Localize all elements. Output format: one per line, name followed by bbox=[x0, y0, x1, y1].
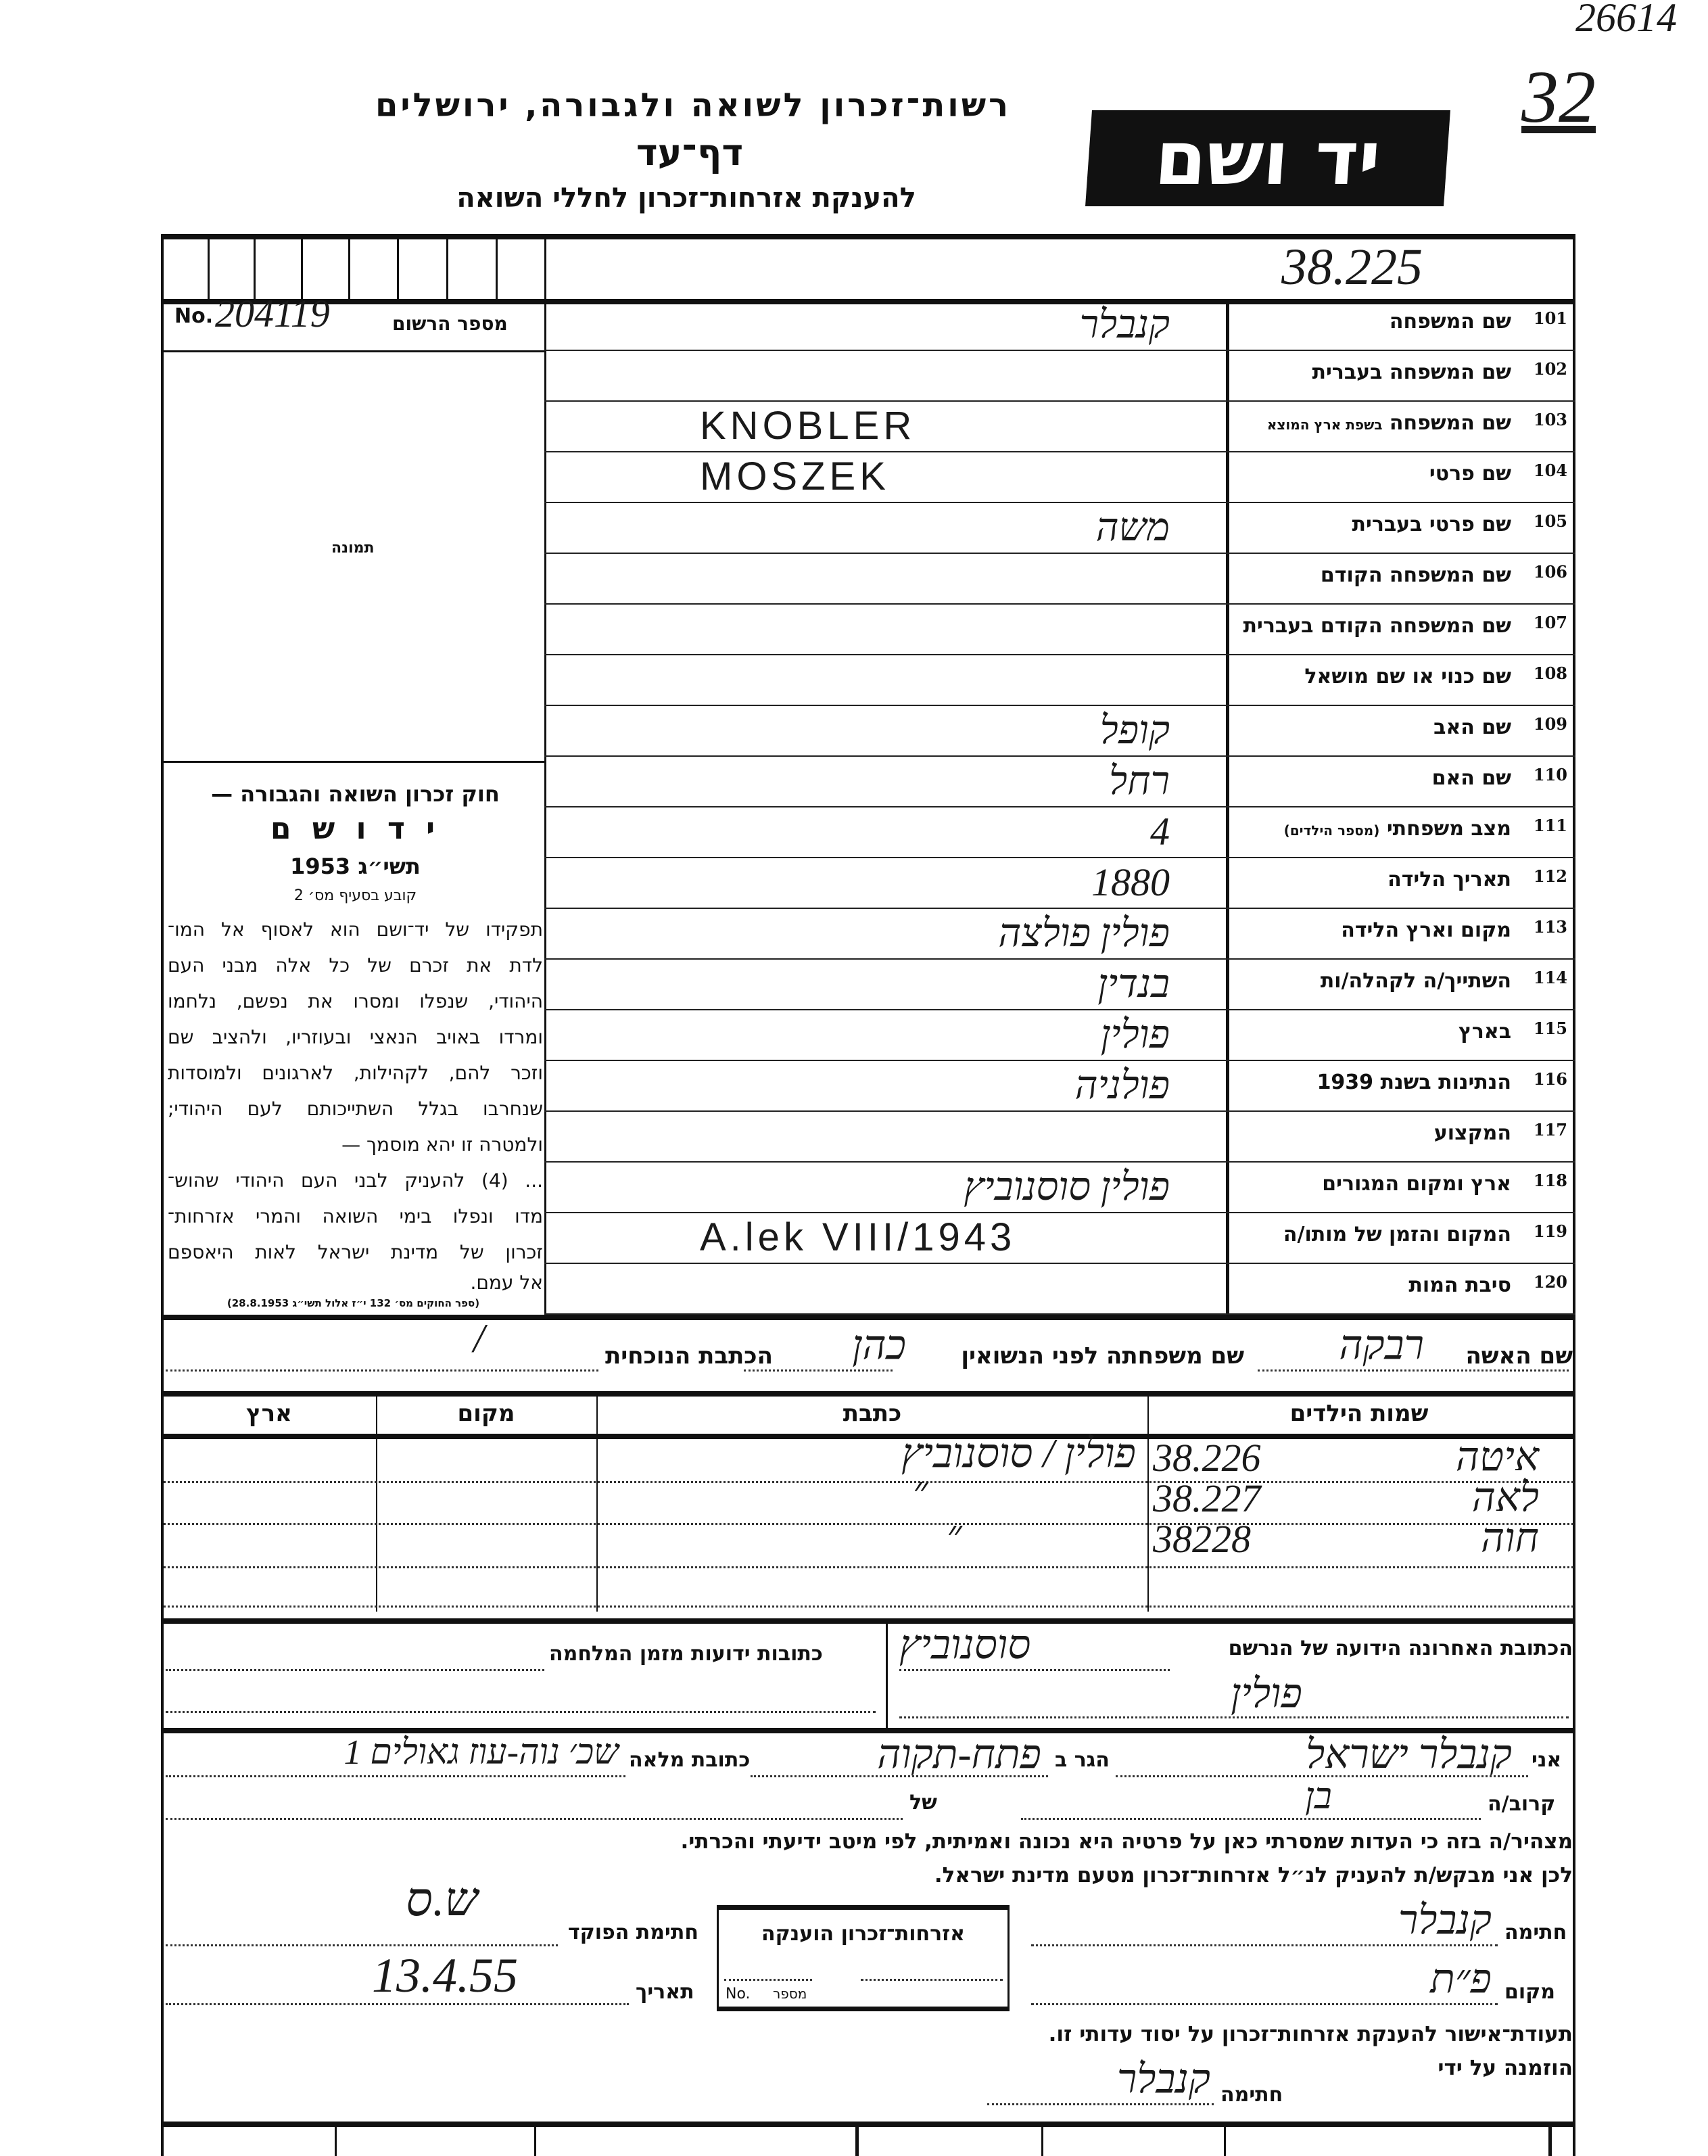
dotted-line bbox=[1258, 1369, 1569, 1372]
field-number: 104 bbox=[1533, 461, 1567, 480]
law-year: תשי״ג 1953 bbox=[290, 853, 421, 879]
dotted-line bbox=[164, 1481, 1573, 1483]
field-number: 120 bbox=[1533, 1272, 1567, 1292]
dotted-line bbox=[1031, 1944, 1498, 1946]
registration-no-label: No. bbox=[174, 304, 214, 328]
field-label: שם המשפחה הקודם בעברית bbox=[1243, 614, 1511, 638]
officer-signature-label: חתימת הפוקד bbox=[568, 1921, 698, 1944]
witness-name: קנבלר ישראל bbox=[1306, 1732, 1512, 1777]
column-divider bbox=[376, 1393, 377, 1612]
law-line: ומרדו באויב הנאצי ובעוזריו, ולהציב שם bbox=[168, 1026, 543, 1048]
field-label: סיבת המות bbox=[1408, 1273, 1511, 1297]
certificate-signature-label: חתימה bbox=[1220, 2083, 1283, 2107]
field-value: קופל bbox=[1099, 708, 1170, 752]
field-row-110 bbox=[544, 757, 1575, 807]
field-number: 116 bbox=[1533, 1069, 1567, 1089]
last-known-address-value-2: פולין bbox=[1231, 1671, 1302, 1716]
page-number: 32 bbox=[1521, 55, 1596, 138]
field-row-108 bbox=[544, 655, 1575, 706]
field-row-113 bbox=[544, 909, 1575, 960]
divider bbox=[161, 2122, 1575, 2127]
divider bbox=[161, 1391, 1575, 1397]
law-line: היהודי, שנפלו ומסרו את נפשם, נלחמו bbox=[168, 990, 543, 1012]
field-row-117 bbox=[544, 1112, 1575, 1163]
tick bbox=[301, 237, 303, 299]
child-address: ״ bbox=[947, 1512, 962, 1557]
tick bbox=[855, 2124, 859, 2156]
divider bbox=[161, 1315, 1575, 1320]
dotted-line bbox=[166, 1818, 903, 1820]
dotted-line bbox=[1031, 2003, 1498, 2005]
field-row-111 bbox=[544, 807, 1575, 858]
field-label: שם המשפחה bbox=[1389, 310, 1511, 333]
law-line: תפקידו של יד־ושם הוא לאסוף אל המו־ bbox=[168, 918, 543, 941]
tick bbox=[1041, 2124, 1043, 2156]
field-label: שם המשפחה בעברית bbox=[1312, 360, 1511, 384]
field-label-note: בשפת ארץ המוצא bbox=[1266, 417, 1383, 433]
field-row-116 bbox=[544, 1061, 1575, 1112]
dotted-line bbox=[899, 1716, 1569, 1718]
witness-city: פתח-תקוה bbox=[877, 1732, 1041, 1777]
relative-label: קרוב/ה bbox=[1488, 1792, 1556, 1816]
field-label: מצב משפחתי (מספר הילדים) bbox=[1283, 817, 1511, 841]
tick bbox=[534, 2124, 536, 2156]
archive-number: 26614 bbox=[1575, 0, 1677, 40]
dotted-line bbox=[166, 2003, 629, 2005]
tick bbox=[1548, 2124, 1552, 2156]
witness-signature: קנבלר bbox=[1398, 1898, 1492, 1942]
wife-name-value: רבקה bbox=[1339, 1323, 1424, 1367]
law-line: וזכר להם, לקהילות, לארגונים ולמוסדות bbox=[168, 1062, 543, 1084]
tick bbox=[1224, 2124, 1226, 2156]
field-value: MOSZEK bbox=[700, 454, 890, 498]
field-number: 110 bbox=[1533, 765, 1567, 784]
field-row-103 bbox=[544, 402, 1575, 452]
wartime-addresses-label: כתובות ידועות מזמן המלחמה bbox=[549, 1642, 823, 1666]
wife-name-label: שם האשה bbox=[1465, 1342, 1573, 1369]
dotted-line bbox=[164, 1606, 1573, 1608]
dotted-line bbox=[987, 2103, 1214, 2105]
law-line: ... (4) להעניק לבני העם היהודי שהוש־ bbox=[168, 1169, 543, 1192]
file-number: 38.225 bbox=[1281, 239, 1423, 296]
field-number: 108 bbox=[1533, 663, 1567, 683]
field-label: תאריך הלידה bbox=[1387, 868, 1511, 891]
dotted-line bbox=[166, 1944, 558, 1946]
field-value: קנבלר bbox=[1079, 302, 1170, 346]
wife-address-label: הכתבת הנוכחית bbox=[605, 1342, 773, 1369]
certificate-signature: קנבלר bbox=[1116, 2057, 1210, 2101]
law-citation: (ספר החוקים מס׳ 132 י״ז אלול תשי״ג 28.8.1953) bbox=[227, 1297, 480, 1309]
field-label: שם המשפחה הקודם bbox=[1320, 563, 1511, 587]
field-row-105 bbox=[544, 503, 1575, 554]
place-value: פ״ת bbox=[1430, 1956, 1492, 2001]
field-number: 118 bbox=[1533, 1171, 1567, 1190]
children-header-place: מקום bbox=[457, 1400, 515, 1427]
dotted-line bbox=[1021, 1818, 1481, 1820]
dotted-line bbox=[164, 1566, 1573, 1568]
field-value: משה bbox=[1095, 505, 1170, 549]
tick bbox=[397, 237, 399, 299]
citizenship-stamp-box bbox=[717, 1905, 1010, 2011]
field-number: 102 bbox=[1533, 359, 1567, 379]
child-name: חוה bbox=[1480, 1516, 1539, 1560]
field-label: השתייך/ה לקהלה/ות bbox=[1320, 969, 1511, 993]
tick bbox=[335, 2124, 337, 2156]
witness-full-address-label: כתובת מלאה bbox=[629, 1748, 751, 1772]
child-name: לאה bbox=[1471, 1475, 1539, 1520]
field-number: 112 bbox=[1533, 866, 1567, 886]
divider bbox=[161, 1618, 1575, 1624]
field-row-107 bbox=[544, 605, 1575, 655]
registration-no-value: 204119 bbox=[215, 291, 330, 335]
law-line: זכרון של מדינת ישראל לאות היאספם bbox=[168, 1241, 543, 1263]
field-label: שם האם bbox=[1431, 766, 1511, 790]
field-row-120 bbox=[544, 1264, 1575, 1315]
field-value: KNOBLER bbox=[700, 404, 916, 448]
tick bbox=[496, 237, 498, 299]
field-row-112 bbox=[544, 858, 1575, 909]
signature-label: חתימה bbox=[1504, 1921, 1567, 1944]
law-line: לדת את זכרם של כל אלה מבני העם bbox=[168, 954, 543, 977]
child-number: 38.227 bbox=[1153, 1476, 1261, 1520]
dotted-line bbox=[166, 1775, 625, 1777]
dotted-line bbox=[899, 1669, 1170, 1671]
field-label: המקום והזמן של מותו/ה bbox=[1283, 1223, 1511, 1246]
divider bbox=[161, 761, 544, 763]
field-number: 114 bbox=[1533, 968, 1567, 987]
witness-full-address: שכ׳ נוה-עוז גאולים 1 bbox=[343, 1733, 619, 1772]
stamp-no-label: No. bbox=[726, 1986, 751, 2002]
law-heading: חוק זכרון השואה והגבורה — bbox=[211, 781, 500, 807]
photo-label: תמונה bbox=[331, 540, 375, 557]
law-line: מדו ונפלו בימי השואה והמרי אזרחות־ bbox=[168, 1205, 543, 1227]
field-number: 105 bbox=[1533, 511, 1567, 531]
children-header-names: שמות הילדים bbox=[1289, 1400, 1429, 1427]
dotted-line bbox=[166, 1369, 598, 1372]
column-divider bbox=[1147, 1393, 1149, 1612]
declaration-line-2: לכן אני מבקש/ת להעניק לנ״ל אזרחות־זכרון מטעם מדינת ישראל. bbox=[934, 1863, 1573, 1888]
law-section: קובע בסעיף מס׳ 2 bbox=[293, 887, 417, 904]
form-subtitle: להענקת אזרחות־זכרון לחללי השואה bbox=[456, 183, 916, 214]
field-row-106 bbox=[544, 554, 1575, 605]
dotted-line bbox=[166, 1669, 544, 1671]
field-label: שם המשפחה בשפת ארץ המוצא bbox=[1266, 411, 1511, 435]
field-number: 113 bbox=[1533, 917, 1567, 937]
field-value: רחל bbox=[1109, 759, 1170, 803]
tick bbox=[254, 237, 256, 299]
field-label: בארץ bbox=[1458, 1020, 1511, 1044]
field-row-102 bbox=[544, 351, 1575, 402]
field-row-101 bbox=[544, 300, 1575, 351]
field-row-115 bbox=[544, 1010, 1575, 1061]
field-row-109 bbox=[544, 706, 1575, 757]
field-label: ארץ ומקום המגורים bbox=[1322, 1172, 1511, 1196]
field-number: 101 bbox=[1533, 308, 1567, 328]
tick bbox=[208, 237, 210, 299]
field-value: A.lek VIII/1943 bbox=[700, 1215, 1016, 1259]
law-line: שנחרבו בגלל השתייכותם לעם היהודי; bbox=[168, 1098, 543, 1120]
yad-vashem-logo: יד ושם bbox=[1085, 110, 1450, 206]
last-known-address-value: סוסנוביץ bbox=[899, 1622, 1031, 1667]
tick bbox=[446, 237, 448, 299]
law-line: אל עמם. bbox=[470, 1271, 543, 1294]
last-known-address-label: הכתובת האחרונה הידועה של הנרשם bbox=[1228, 1637, 1573, 1660]
officer-signature: ש.ס bbox=[406, 1874, 478, 1926]
field-value: פולניה bbox=[1074, 1063, 1170, 1107]
field-number: 111 bbox=[1533, 816, 1567, 835]
dotted-line bbox=[861, 1979, 1003, 1981]
wife-address-value: / bbox=[473, 1316, 485, 1361]
place-label: מקום bbox=[1504, 1980, 1555, 2004]
wife-maiden-value: כהן bbox=[852, 1323, 906, 1367]
law-name: י ד ו ש ם bbox=[270, 812, 441, 846]
field-value: פולין סוסנוביץ bbox=[964, 1165, 1170, 1209]
field-number: 106 bbox=[1533, 562, 1567, 582]
divider bbox=[161, 350, 544, 352]
field-row-119 bbox=[544, 1213, 1575, 1264]
field-value: בנדין bbox=[1097, 962, 1170, 1006]
divider bbox=[161, 1434, 1575, 1439]
field-number: 103 bbox=[1533, 410, 1567, 429]
field-label: שם האב bbox=[1433, 716, 1511, 739]
child-name: איטה bbox=[1455, 1434, 1539, 1479]
dotted-line bbox=[744, 1369, 893, 1372]
witness-resides-label: הגר ב bbox=[1055, 1748, 1110, 1772]
child-address: ״ bbox=[913, 1468, 928, 1513]
column-divider bbox=[596, 1393, 598, 1612]
tick bbox=[348, 237, 350, 299]
field-row-114 bbox=[544, 960, 1575, 1010]
wife-maiden-label: שם משפחתה לפני הנשואין bbox=[961, 1342, 1244, 1369]
authority-title: רשות־זכרון לשואה ולגבורה, ירושלים bbox=[375, 87, 1012, 124]
dotted-line bbox=[164, 1523, 1573, 1525]
field-number: 107 bbox=[1533, 613, 1567, 632]
registration-label: מספר הרשום bbox=[392, 312, 508, 335]
date-value: 13.4.55 bbox=[372, 1948, 518, 2002]
field-label: שם פרטי בעברית bbox=[1352, 513, 1511, 536]
certificate-sent-label: הוזמנה על ידי bbox=[1438, 2056, 1573, 2080]
dotted-line bbox=[751, 1775, 1048, 1777]
child-address: פולין / סוסנוביץ bbox=[901, 1431, 1136, 1476]
certificate-text: תעודת־אישור להענקת אזרחות־זכרון על יסוד עדותי זו. bbox=[1048, 2022, 1573, 2046]
field-value: פולין bbox=[1100, 1012, 1170, 1056]
of-label: של bbox=[909, 1791, 937, 1814]
field-value: 1880 bbox=[1091, 860, 1170, 904]
field-number: 109 bbox=[1533, 714, 1567, 734]
child-number: 38.226 bbox=[1153, 1436, 1261, 1480]
relative-value: בן bbox=[1305, 1776, 1332, 1817]
declaration-line-1: מצהיר/ה בזה כי העדות שמסרתי כאן על פרטיה היא נכונה ואמיתית, לפי מיטב ידיעתי והכרתי. bbox=[680, 1829, 1573, 1854]
dotted-line bbox=[724, 1979, 812, 1981]
children-header-country: ארץ bbox=[246, 1400, 292, 1427]
field-label: מקום וארץ הלידה bbox=[1341, 918, 1511, 942]
date-label: תאריך bbox=[636, 1980, 694, 2004]
form-title: דף־עד bbox=[636, 131, 744, 174]
column-divider bbox=[886, 1620, 888, 1729]
field-row-104 bbox=[544, 452, 1575, 503]
field-label-note: (מספר הילדים) bbox=[1283, 822, 1380, 839]
witness-i-label: אני bbox=[1532, 1748, 1562, 1772]
stamp-number-label: מספר bbox=[773, 1986, 807, 2002]
field-row-118 bbox=[544, 1163, 1575, 1213]
field-label: שם כנוי או שם מושאל bbox=[1304, 665, 1511, 688]
field-number: 115 bbox=[1533, 1018, 1567, 1038]
field-number: 117 bbox=[1533, 1120, 1567, 1140]
field-label: שם פרטי bbox=[1429, 462, 1511, 486]
field-value: 4 bbox=[1150, 810, 1170, 853]
stamp-box-title: אזרחות־זכרון הוענקה bbox=[761, 1922, 966, 1946]
child-number: 38228 bbox=[1153, 1517, 1251, 1561]
children-header-address: כתבת bbox=[843, 1400, 902, 1427]
field-label: הנתינות בשנת 1939 bbox=[1316, 1071, 1511, 1094]
field-label: המקצוע bbox=[1433, 1121, 1511, 1145]
field-number: 119 bbox=[1533, 1221, 1567, 1241]
field-value: פולין פולצה bbox=[998, 911, 1170, 955]
law-line: ולמטרה זו יהא מוסמך — bbox=[341, 1133, 543, 1156]
dotted-line bbox=[166, 1711, 876, 1713]
